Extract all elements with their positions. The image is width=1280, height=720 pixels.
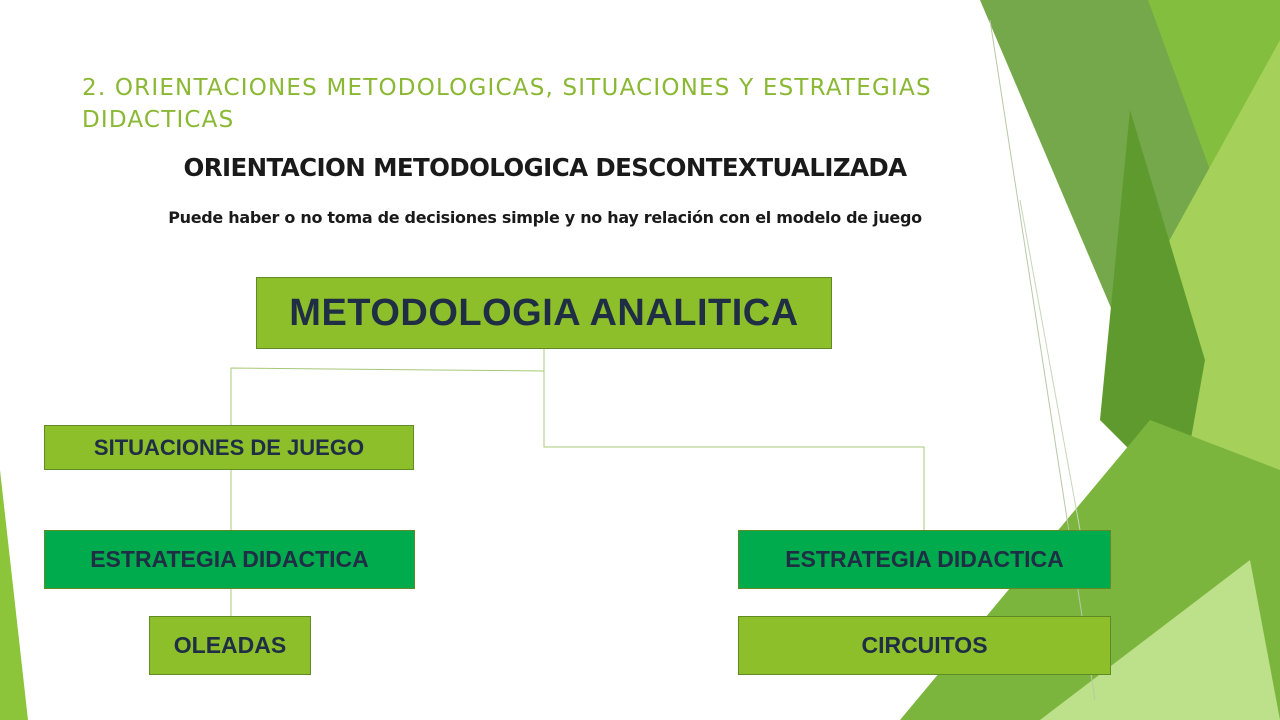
situation-box xyxy=(44,425,414,470)
left-strategy-box-label: ESTRATEGIA DIDACTICA xyxy=(90,546,369,572)
situation-box-label: SITUACIONES DE JUEGO xyxy=(93,434,365,460)
root-box xyxy=(256,277,832,349)
description: Puede haber o no toma de decisiones simple y no hay relación con el modelo de juego xyxy=(168,208,922,227)
connector-root-to-left xyxy=(231,349,544,426)
right-strategy-box xyxy=(738,530,1111,589)
right-strategy-box-label: ESTRATEGIA DIDACTICA xyxy=(785,546,1064,572)
left-strategy-box xyxy=(44,530,415,589)
circuitos-box xyxy=(738,616,1111,675)
oleadas-box xyxy=(149,616,311,675)
slide-title: 2. ORIENTACIONES METODOLOGICAS, SITUACIONES Y ESTRATEGIAS DIDACTICAS xyxy=(82,75,932,133)
oleadas-box-label: OLEADAS xyxy=(173,632,287,658)
subtitle: ORIENTACION METODOLOGICA DESCONTEXTUALIZADA xyxy=(183,153,907,182)
connector-root-to-right xyxy=(544,371,924,531)
root-box-label: METODOLOGIA ANALITICA xyxy=(289,291,799,334)
circuitos-box-label: CIRCUITOS xyxy=(861,632,988,658)
